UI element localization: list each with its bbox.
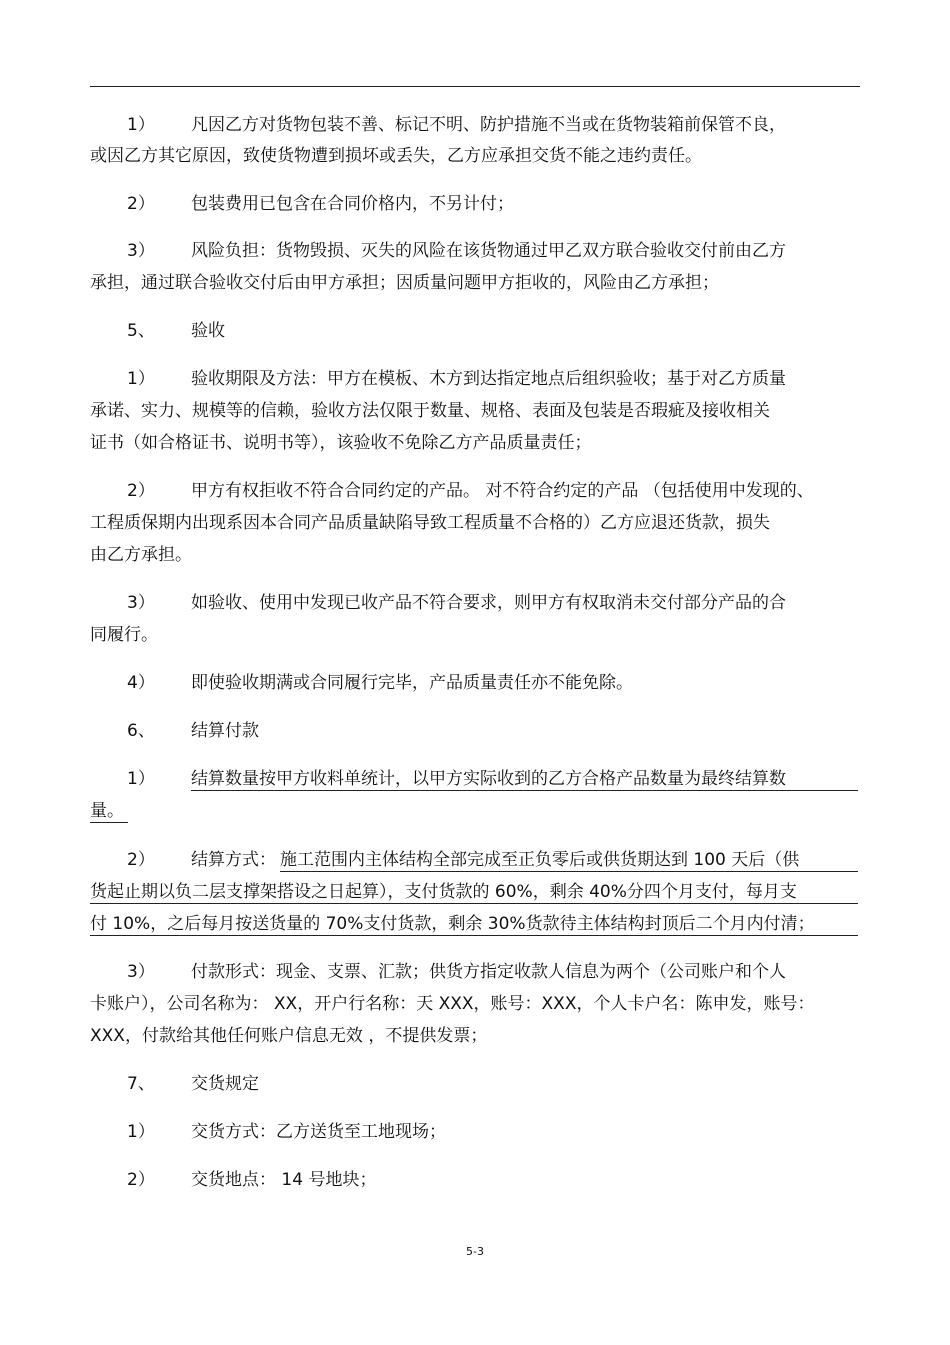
clause-text-line: 包装费用已包含在合同价格内，不另计付； xyxy=(191,194,514,214)
clause-text-line: 施工范围内主体结构全部完成至正负零后或供货期达到 100 天后（供 xyxy=(280,849,858,872)
clause-text-line: 同履行。 xyxy=(90,625,158,645)
section-number: 7、 xyxy=(127,1074,155,1094)
clause-number: 3） xyxy=(127,962,155,982)
clause-number: 1） xyxy=(127,1122,155,1142)
clause-text-line: XXX，付款给其他任何账户信息无效 ，不提供发票； xyxy=(90,1026,488,1046)
clause-text-line: 结算数量按甲方收料单统计，以甲方实际收到的乙方合格产品数量为最终结算数 xyxy=(191,768,858,791)
clause-text-line: 量。 xyxy=(90,800,128,823)
section-title: 结算付款 xyxy=(191,721,259,741)
clause-text-line: 证书（如合格证书、说明书等），该验收不免除乙方产品质量责任； xyxy=(90,433,592,453)
header-rule xyxy=(90,86,860,87)
section-number: 5、 xyxy=(127,321,155,341)
section-title: 交货规定 xyxy=(191,1074,259,1094)
clause-text-line: 如验收、使用中发现已收产品不符合要求，则甲方有权取消未交付部分产品的合 xyxy=(191,593,786,613)
clause-text-line: 凡因乙方对货物包装不善、标记不明、防护措施不当或在货物装箱前保管不良， xyxy=(191,115,786,135)
clause-number: 4） xyxy=(127,673,155,693)
section-title: 验收 xyxy=(191,321,225,341)
clause-text-line: 货起止期以负二层支撑架搭设之日起算），支付货款的 60%，剩余 40%分四个月支付，每月支 xyxy=(90,881,858,904)
clause-label: 结算方式： xyxy=(191,850,276,870)
section-number: 6、 xyxy=(127,721,155,741)
clause-number: 1） xyxy=(127,369,155,389)
clause-text-line: 工程质保期内出现系因本合同产品质量缺陷导致工程质量不合格的）乙方应退还货款，损失 xyxy=(90,513,770,533)
clause-text-line: 付款形式：现金、支票、汇款；供货方指定收款人信息为两个（公司账户和个人 xyxy=(191,962,786,982)
clause-text-line: 承担，通过联合验收交付后由甲方承担；因质量问题甲方拒收的，风险由乙方承担； xyxy=(90,273,719,293)
clause-text-line: 交货地点： 14 号地块； xyxy=(191,1170,377,1190)
clause-number: 1） xyxy=(127,769,155,789)
clause-text-line: 付 10%，之后每月按送货量的 70%支付货款，剩余 30%货款待主体结构封顶后二个月内付清； xyxy=(90,913,858,936)
clause-number: 2） xyxy=(127,850,155,870)
clause-text-line: 风险负担：货物毁损、灭失的风险在该货物通过甲乙双方联合验收交付前由乙方 xyxy=(191,241,786,261)
page-number: 5-3 xyxy=(466,1245,484,1258)
clause-number: 2） xyxy=(127,194,155,214)
clause-number: 3） xyxy=(127,593,155,613)
clause-text-line: 即使验收期满或合同履行完毕，产品质量责任亦不能免除。 xyxy=(191,673,633,693)
clause-text-line: 验收期限及方法：甲方在模板、木方到达指定地点后组织验收；基于对乙方质量 xyxy=(191,369,786,389)
clause-text-line: 承诺、实力、规模等的信赖，验收方法仅限于数量、规格、表面及包装是否瑕疵及接收相关 xyxy=(90,401,770,421)
clause-text-line: 由乙方承担。 xyxy=(90,545,192,565)
clause-text-line: 或因乙方其它原因，致使货物遭到损坏或丢失，乙方应承担交货不能之违约责任。 xyxy=(90,146,702,166)
clause-number: 2） xyxy=(127,1170,155,1190)
clause-number: 2） xyxy=(127,481,155,501)
clause-number: 1） xyxy=(127,115,155,135)
clause-text-line: 甲方有权拒收不符合合同约定的产品。 对不符合约定的产品 （包括使用中发现的、 xyxy=(191,481,814,501)
clause-text-line: 卡账户），公司名称为： XX，开户行名称：天 XXX，账号：XXX，个人卡户名：陈申发，账号： xyxy=(90,994,815,1014)
clause-number: 3） xyxy=(127,241,155,261)
clause-text-line: 交货方式：乙方送货至工地现场； xyxy=(191,1122,446,1142)
